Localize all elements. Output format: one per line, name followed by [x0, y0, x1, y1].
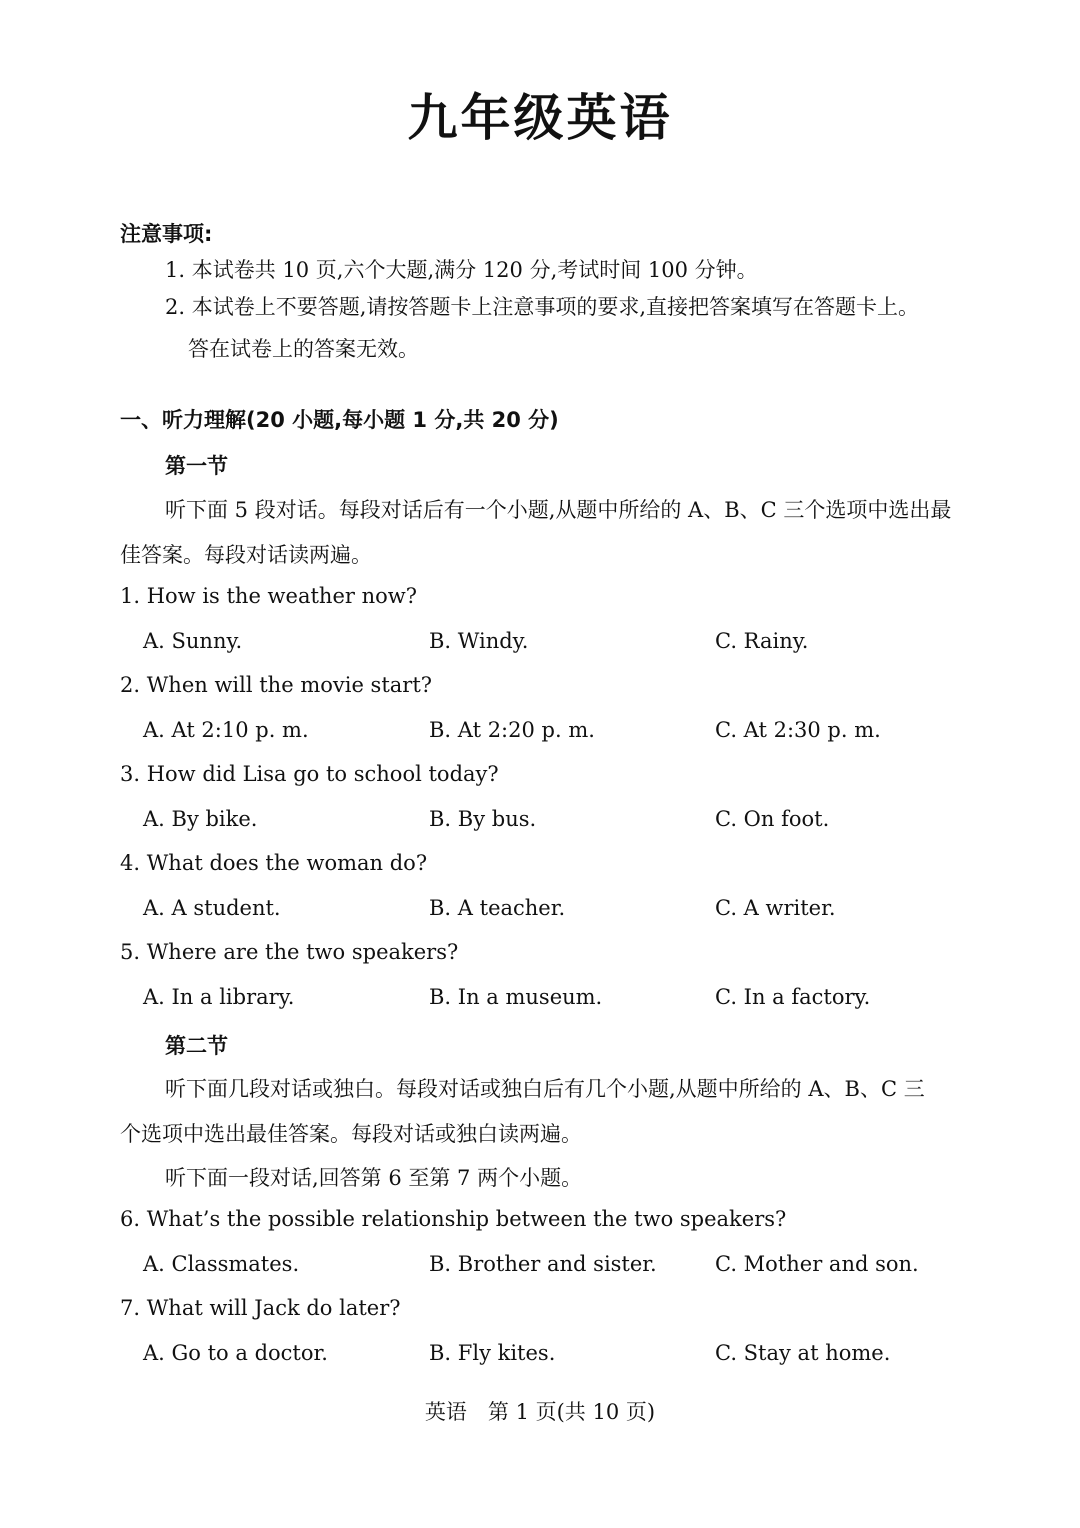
part2-instruction-line: 个选项中选出最佳答案。每段对话或独白读两遍。 — [120, 1122, 582, 1146]
option-c: C. Rainy. — [715, 629, 809, 653]
option-c: C. In a factory. — [715, 985, 871, 1009]
option-c: C. At 2:30 p. m. — [715, 718, 881, 742]
option-c: C. Stay at home. — [715, 1341, 891, 1365]
question-6: 6. What’s the possible relationship between the two speakers? — [120, 1207, 787, 1231]
question-7: 7. What will Jack do later? — [120, 1296, 401, 1320]
option-a: A. Go to a doctor. — [143, 1341, 328, 1365]
option-b: B. At 2:20 p. m. — [429, 718, 595, 742]
question-1: 1. How is the weather now? — [120, 584, 417, 608]
option-b: B. In a museum. — [429, 985, 603, 1009]
question-5: 5. Where are the two speakers? — [120, 940, 459, 964]
option-c: C. Mother and son. — [715, 1252, 919, 1276]
options-row — [143, 985, 1023, 1015]
notice-item-1: 1. 本试卷共 10 页,六个大题,满分 120 分,考试时间 100 分钟。 — [165, 258, 758, 282]
question-4: 4. What does the woman do? — [120, 851, 428, 875]
page-title: 九年级英语 — [407, 89, 673, 147]
part2-heading: 第二节 — [165, 1034, 228, 1058]
part1-heading: 第一节 — [165, 454, 228, 478]
part1-instruction-line: 佳答案。每段对话读两遍。 — [120, 543, 372, 567]
option-b: B. Windy. — [429, 629, 529, 653]
part2-instruction-line: 听下面一段对话,回答第 6 至第 7 两个小题。 — [165, 1166, 583, 1190]
option-a: A. Classmates. — [143, 1252, 300, 1276]
option-b: B. Fly kites. — [429, 1341, 556, 1365]
option-a: A. By bike. — [143, 807, 258, 831]
option-b: B. Brother and sister. — [429, 1252, 657, 1276]
options-row — [143, 1341, 1023, 1371]
option-b: B. A teacher. — [429, 896, 566, 920]
option-a: A. A student. — [143, 896, 281, 920]
part1-instruction-line: 听下面 5 段对话。每段对话后有一个小题,从题中所给的 A、B、C 三个选项中选出最 — [165, 498, 952, 522]
options-row — [143, 1252, 1023, 1282]
section-heading: 一、听力理解(20 小题,每小题 1 分,共 20 分) — [120, 408, 559, 432]
notice-item-2-continued: 答在试卷上的答案无效。 — [188, 337, 419, 361]
option-c: C. A writer. — [715, 896, 836, 920]
options-row — [143, 629, 1023, 659]
option-a: A. At 2:10 p. m. — [143, 718, 309, 742]
option-a: A. Sunny. — [143, 629, 243, 653]
option-b: B. By bus. — [429, 807, 537, 831]
options-row — [143, 718, 1023, 748]
options-row — [143, 896, 1023, 926]
question-3: 3. How did Lisa go to school today? — [120, 762, 499, 786]
part2-instruction-line: 听下面几段对话或独白。每段对话或独白后有几个小题,从题中所给的 A、B、C 三 — [165, 1077, 925, 1101]
option-a: A. In a library. — [143, 985, 295, 1009]
notice-heading: 注意事项: — [120, 222, 213, 246]
question-2: 2. When will the movie start? — [120, 673, 433, 697]
option-c: C. On foot. — [715, 807, 830, 831]
notice-item-2: 2. 本试卷上不要答题,请按答题卡上注意事项的要求,直接把答案填写在答题卡上。 — [165, 295, 920, 319]
page-footer: 英语 第 1 页(共 10 页) — [424, 1400, 656, 1424]
options-row — [143, 807, 1023, 837]
